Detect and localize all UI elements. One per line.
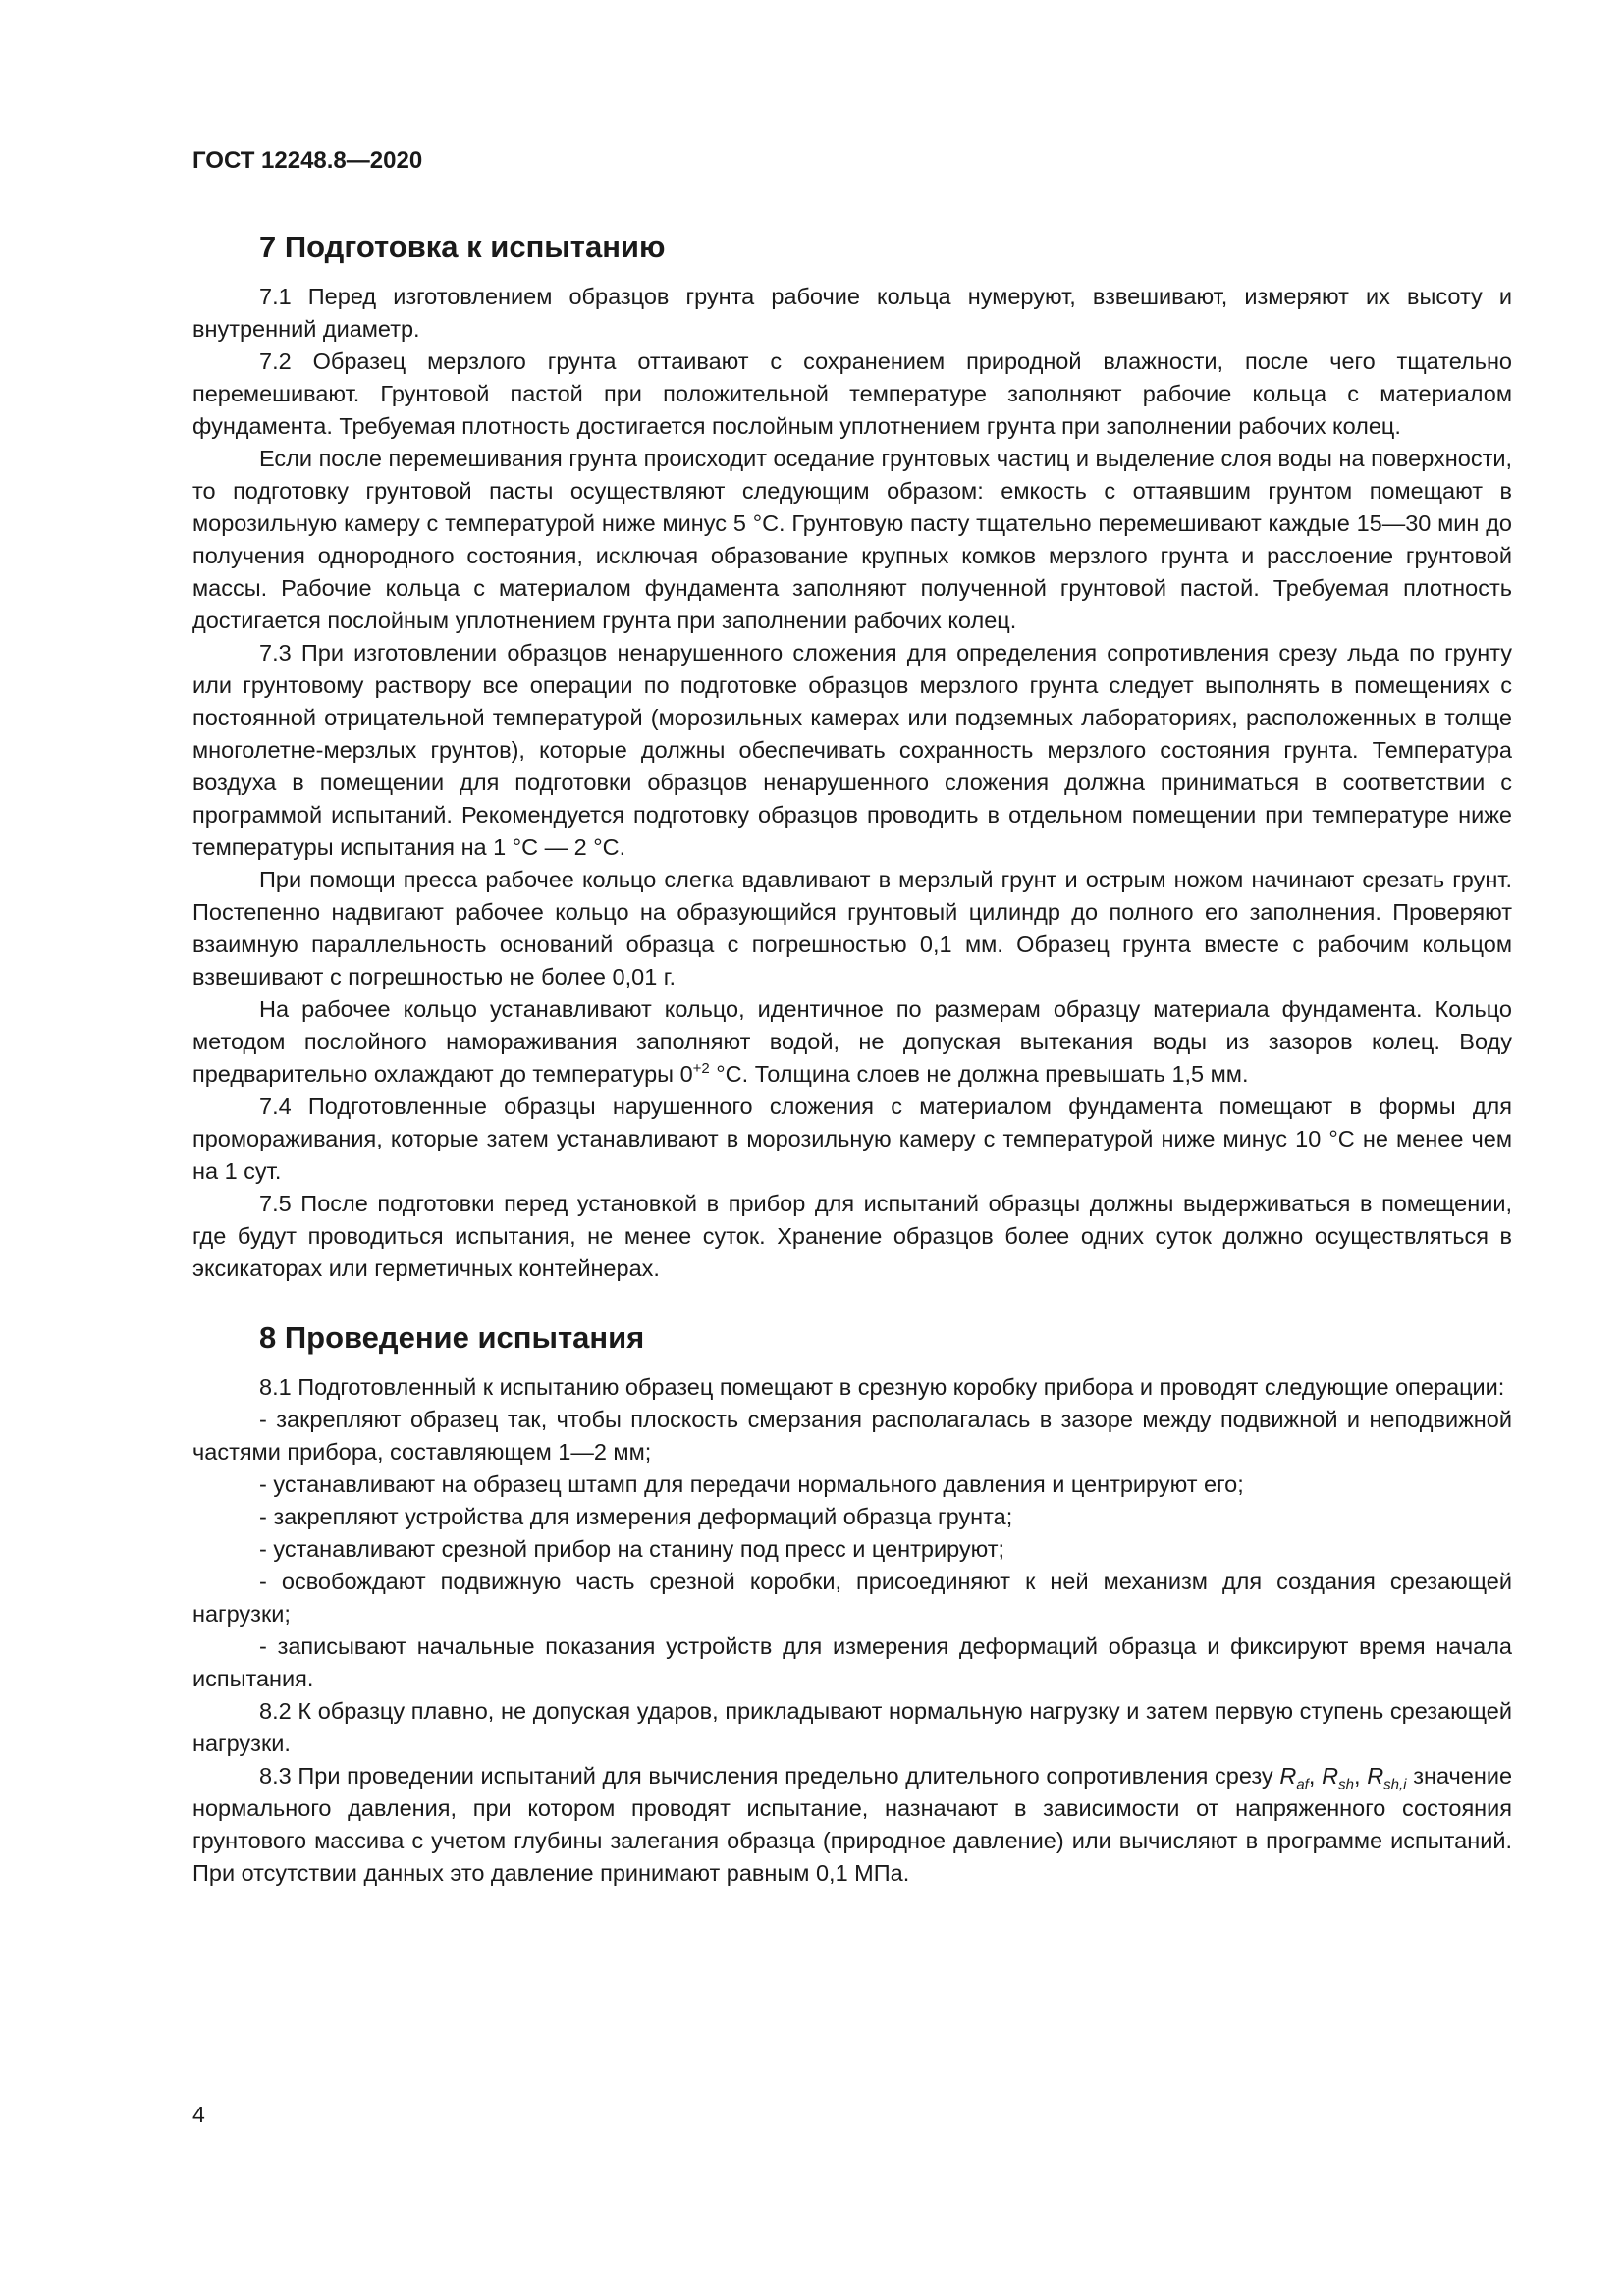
- paragraph-7-4: 7.4 Подготовленные образцы нарушенного сложения с материалом фундамента помещают в формы для промораживания, которые затем устанавливают в морозильную камеру с температурой ниже минус 10 °С не менее чем на 1 сут.: [192, 1094, 1512, 1184]
- symbol-subscript-sh: [1338, 1777, 1354, 1793]
- list-item: - устанавливают срезной прибор на станину под пресс и центрируют;: [259, 1536, 1005, 1562]
- symbol-r: R: [1322, 1763, 1339, 1789]
- paragraph-7-5: 7.5 После подготовки перед установкой в прибор для испытаний образцы должны выдерживаться в помещении, где будут проводиться испытания, не менее суток. Хранение образцов более одних суток должно осуществляться в эксикаторах или герметичных контейнерах.: [192, 1191, 1512, 1281]
- document-id-header: ГОСТ 12248.8—2020: [192, 147, 423, 174]
- paragraph-7-1: 7.1 Перед изготовлением образцов грунта рабочие кольца нумеруют, взвешивают, измеряют их высоту и внутренний диаметр.: [192, 284, 1512, 342]
- temperature-superscript: +2: [692, 1060, 710, 1078]
- text-fragment: На рабочее кольцо устанавливают кольцо, идентичное по размерам образцу материала фундамента. Кольцо методом послойного намораживания заполняют водой, не допуская вытекания воды из зазоров колец. Воду предварительно охлаждают до температуры 0: [192, 996, 1512, 1087]
- list-item: - записывают начальные показания устройств для измерения деформаций образца и фиксируют время начала испытания.: [192, 1633, 1512, 1691]
- subscript-text: sh: [1338, 1776, 1354, 1793]
- paragraph-8-2: 8.2 К образцу плавно, не допуская ударов, прикладывают нормальную нагрузку и затем первую ступень срезающей нагрузки.: [192, 1698, 1512, 1756]
- paragraph-7-3: 7.3 При изготовлении образцов ненарушенного сложения для определения сопротивления срезу льда по грунту или грунтовому раствору все операции по подготовке образцов мерзлого грунта следует выполнять в помещениях с постоянной отрицательной температурой (морозильных камерах или подземных лабораториях, расположенных в толще многолетне-мерзлых грунтов), которые должны обеспечивать сохранность мерзлого состояния грунта. Температура воздуха в помещении для подготовки образцов ненарушенного сложения должна приниматься в соответствии с программой испытаний. Рекомендуется подготовку образцов проводить в отдельном помещении при температуре ниже температуры испытания на 1 °С — 2 °С.: [192, 640, 1512, 860]
- list-item: - закрепляют образец так, чтобы плоскость смерзания располагалась в зазоре между подвижной и неподвижной частями прибора, составляющем 1—2 мм;: [192, 1407, 1512, 1465]
- text-fragment: °С. Толщина слоев не должна превышать 1,5 мм.: [709, 1061, 1249, 1087]
- symbol-r: R: [1279, 1763, 1297, 1789]
- symbol-subscript-af: [1296, 1777, 1309, 1793]
- list-item: - устанавливают на образец штамп для передачи нормального давления и центрируют его;: [259, 1471, 1244, 1497]
- symbol-r: R: [1367, 1763, 1384, 1789]
- paragraph-8-1: 8.1 Подготовленный к испытанию образец помещают в срезную коробку прибора и проводят следующие операции:: [259, 1374, 1505, 1400]
- list-item: - закрепляют устройства для измерения деформаций образца грунта;: [259, 1504, 1013, 1529]
- section-7-title: 7 Подготовка к испытанию: [259, 230, 666, 264]
- paragraph-7-3-cont1: При помощи пресса рабочее кольцо слегка вдавливают в мерзлый грунт и острым ножом начинают срезать грунт. Постепенно надвигают рабочее кольцо на образующийся грунтовый цилиндр до полного его заполнения. Проверяют взаимную параллельность оснований образца с погрешностью 0,1 мм. Образец грунта вместе с рабочим кольцом взвешивают с погрешностью не более 0,01 г.: [192, 867, 1512, 989]
- page-number: 4: [192, 2102, 205, 2127]
- text-fragment: 8.3 При проведении испытаний для вычисления предельно длительного сопротивления срезу: [259, 1763, 1280, 1789]
- separator: ,: [1353, 1763, 1368, 1789]
- subscript-text: af: [1296, 1776, 1309, 1793]
- section-8-title: 8 Проведение испытания: [259, 1320, 645, 1355]
- paragraph-7-2: 7.2 Образец мерзлого грунта оттаивают с сохранением природной влажности, после чего тщательно перемешивают. Грунтовой пастой при положительной температуре заполняют рабочие кольца с материалом фундамента. Требуемая плотность достигается послойным уплотнением грунта при заполнении рабочих колец.: [192, 348, 1512, 439]
- subscript-text: sh,i: [1383, 1776, 1407, 1793]
- list-item: - освобождают подвижную часть срезной коробки, присоединяют к ней механизм для создания срезающей нагрузки;: [192, 1569, 1512, 1627]
- separator: ,: [1308, 1763, 1323, 1789]
- text-fragment: значение нормального давления, при котором проводят испытание, назначают в зависимости от напряженного состояния грунтового массива с учетом глубины залегания образца (природное давление) или вычисляют в программе испытаний. При отсутствии данных это давление принимают равным 0,1 МПа.: [192, 1763, 1513, 1886]
- paragraph-8-3: [192, 1760, 1512, 1890]
- paragraph-7-3-cont2: [192, 993, 1512, 1091]
- document-body: [192, 228, 1512, 1890]
- symbol-subscript-shi: [1383, 1777, 1406, 1793]
- paragraph-7-2-cont: Если после перемешивания грунта происходит оседание грунтовых частиц и выделение слоя воды на поверхности, то подготовку грунтовой пасты осуществляют следующим образом: емкость с оттаявшим грунтом помещают в морозильную камеру с температурой ниже минус 5 °С. Грунтовую пасту тщательно перемешивают каждые 15—30 мин до получения однородного состояния, исключая образование крупных комков мерзлого грунта и расслоение грунтовой массы. Рабочие кольца с материалом фундамента заполняют полученной грунтовой пастой. Требуемая плотность достигается послойным уплотнением грунта при заполнении рабочих колец.: [192, 446, 1512, 633]
